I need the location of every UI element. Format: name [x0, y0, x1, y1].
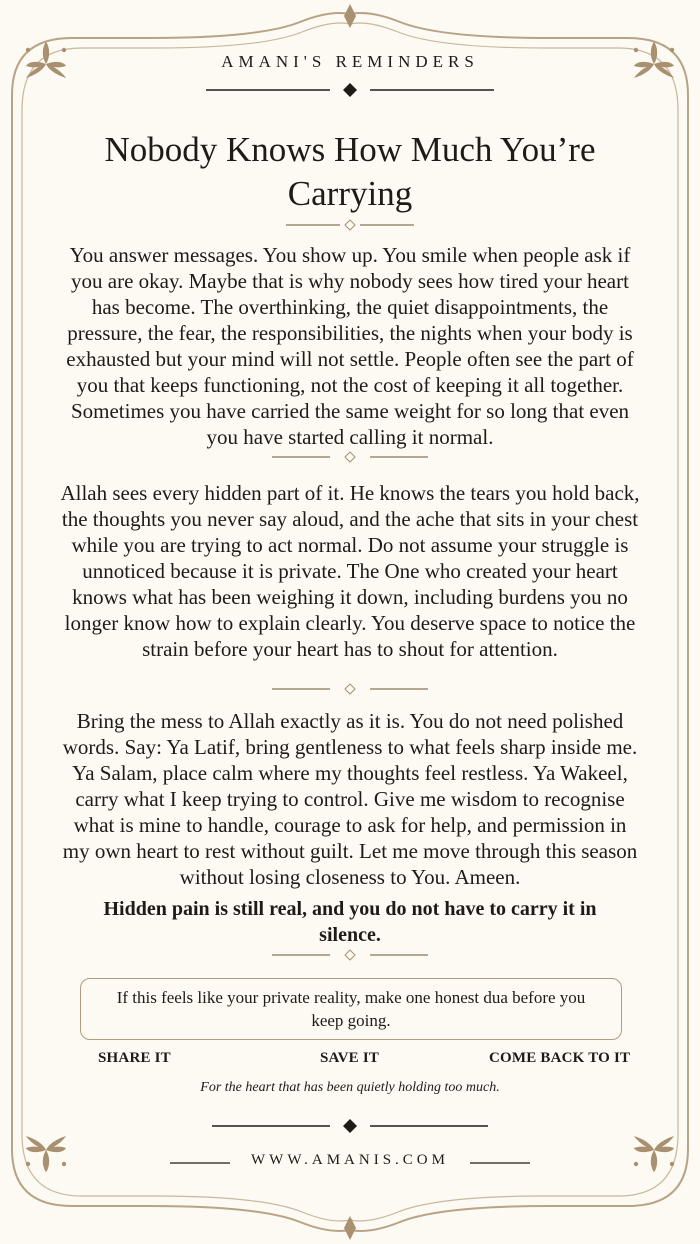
- diamond-outline-icon: [345, 452, 355, 462]
- url-row: [0, 1152, 700, 1174]
- page-title: Nobody Knows How Much You’re Carrying: [104, 130, 596, 213]
- save-button[interactable]: SAVE IT: [320, 1050, 380, 1066]
- section-divider: [0, 218, 700, 232]
- callout-text: If this feels like your private reality, make one honest dua before you keep going.: [116, 988, 586, 1030]
- paragraph-3: Bring the mess to Allah exactly as it is. You do not need polished words. Say: Ya Latif, bring gentleness to what feels sharp inside me. Ya Salam, place calm where my thoughts feel restless. Ya Wakeel, carry what I keep trying to control. Give me wisdom to recognise what is mine to handle, courage to ask for help, and permission in my own heart to rest without guilt. Let me move through this season without losing closeness to You. Ameen.: [62, 709, 638, 889]
- share-button[interactable]: SHARE IT: [98, 1050, 171, 1066]
- callout-box: [80, 978, 622, 1040]
- section-divider: [0, 682, 700, 696]
- section-divider: [0, 948, 700, 962]
- diamond-outline-icon: [345, 950, 355, 960]
- emphasis-statement: Hidden pain is still real, and you do not have to carry it in silence.: [103, 898, 597, 946]
- paragraph-2: Allah sees every hidden part of it. He knows the tears you hold back, the thoughts you never say aloud, and the ache that sits in your chest while you are trying to act normal. Do not assume your struggle is unnoticed because it is private. The One who created your heart knows what has been weighing it down, including burdens you no longer know how to explain clearly. You deserve space to notice the strain before your heart has to shout for attention.: [60, 481, 640, 661]
- diamond-icon: [343, 83, 357, 97]
- footer-rule: [0, 1116, 700, 1136]
- brand-name: AMANI'S REMINDERS: [221, 52, 479, 71]
- diamond-icon: [343, 1119, 357, 1133]
- diamond-outline-icon: [345, 220, 355, 230]
- tagline: For the heart that has been quietly holding too much.: [200, 1080, 500, 1095]
- section-divider: [0, 450, 700, 464]
- header-rule: [0, 80, 700, 100]
- paragraph-1: You answer messages. You show up. You smile when people ask if you are okay. Maybe that is why nobody sees how tired your heart has become. The overthinking, the quiet disappointments, the pressure, the fear, the responsibilities, the nights when your body is exhausted but your mind will not settle. People often see the part of you that keeps functioning, not the cost of keeping it all together. Sometimes you have carried the same weight for so long that even you have started calling it normal.: [66, 243, 634, 449]
- bottom-ornament-icon: [344, 1216, 356, 1240]
- come-back-button[interactable]: COME BACK TO IT: [489, 1050, 631, 1066]
- diamond-outline-icon: [345, 684, 355, 694]
- top-ornament-icon: [344, 4, 356, 28]
- website-link[interactable]: WWW.AMANIS.COM: [251, 1152, 449, 1168]
- action-row: [0, 1050, 700, 1072]
